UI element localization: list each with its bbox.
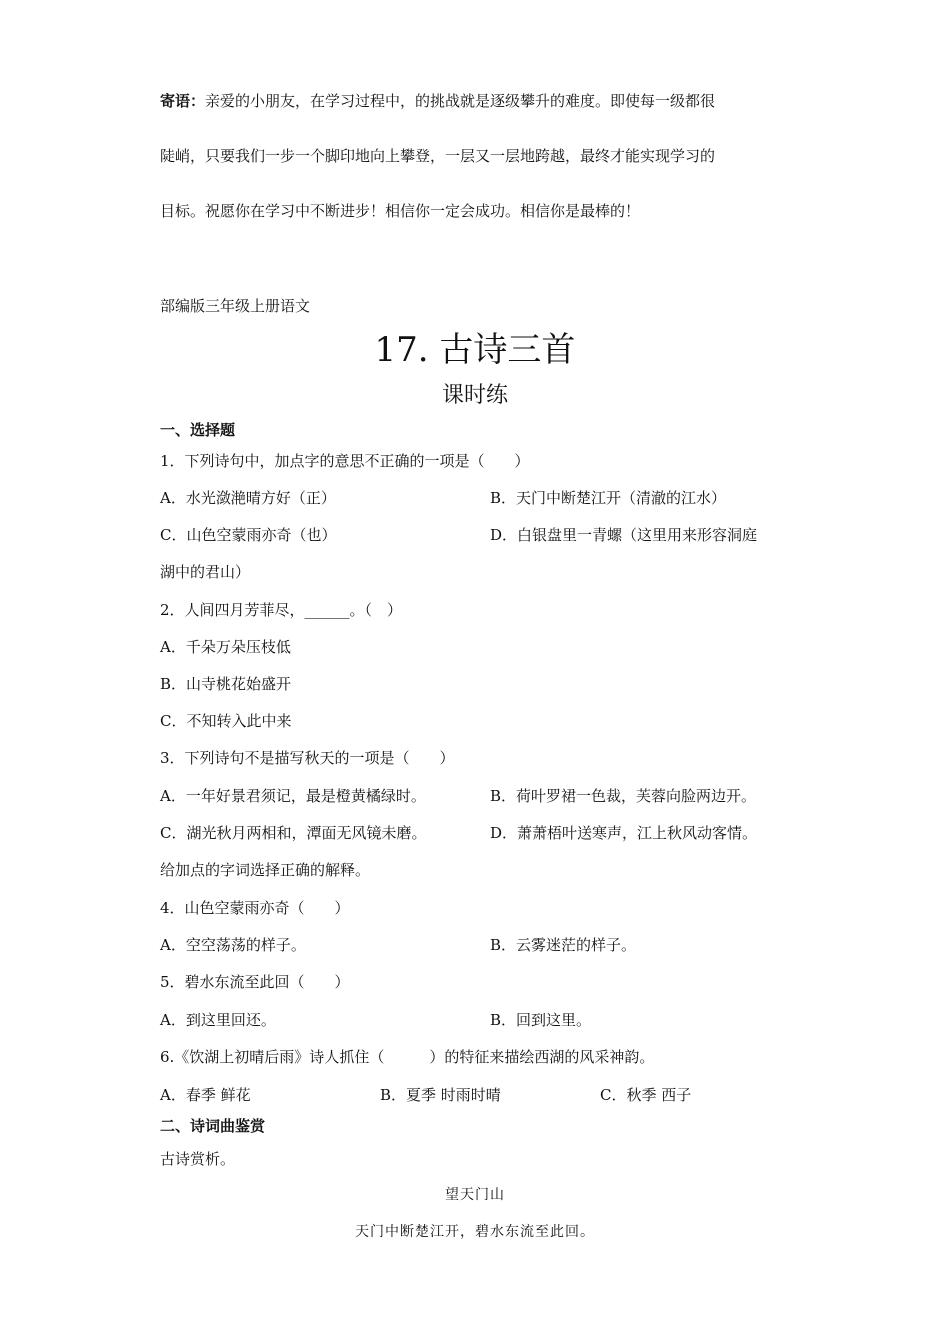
question-1-option-d: D．白银盘里一青螺（这里用来形容洞庭 <box>490 526 758 544</box>
question-1-option-d-continued: 湖中的君山） <box>160 563 251 581</box>
question-2-stem: 2．人间四月芳菲尽，______。（ ） <box>160 601 403 619</box>
question-6-stem: 6.《饮湖上初晴后雨》诗人抓住（ ）的特征来描绘西湖的风采神韵。 <box>160 1048 655 1066</box>
question-4-option-a: A．空空荡荡的样子。 <box>160 936 306 954</box>
question-5-option-a: A．到这里回还。 <box>160 1011 276 1029</box>
message-label: 寄语： <box>160 92 206 110</box>
page-title: 17. 古诗三首 <box>374 330 576 370</box>
poetry-instruction: 古诗赏析。 <box>160 1150 236 1168</box>
question-2-option-a: A．千朵万朵压枝低 <box>160 638 291 656</box>
question-6-option-b: B．夏季 时雨时晴 <box>380 1086 501 1104</box>
question-3-option-d: D．萧萧梧叶送寒声，江上秋风动客情。 <box>490 824 758 842</box>
question-5-stem: 5．碧水东流至此回（ ） <box>160 973 350 991</box>
question-1-option-c: C．山色空蒙雨亦奇（也） <box>160 526 337 544</box>
question-1-stem: 1．下列诗句中，加点字的意思不正确的一项是（ ） <box>160 452 530 470</box>
poem-title: 望天门山 <box>445 1187 505 1203</box>
page-subtitle: 课时练 <box>441 383 508 408</box>
question-2-option-c: C．不知转入此中来 <box>160 712 292 730</box>
question-5-option-b: B．回到这里。 <box>490 1011 592 1029</box>
instruction-text: 给加点的字词选择正确的解释。 <box>160 861 371 879</box>
message-line-2: 陡峭，只要我们一步一个脚印地向上攀登，一层又一层地跨越，最终才能实现学习的 <box>160 147 716 165</box>
question-4-stem: 4．山色空蒙雨亦奇（ ） <box>160 899 350 917</box>
question-1-option-b: B．天门中断楚江开（清澈的江水） <box>490 489 727 507</box>
section-heading-choice: 一、选择题 <box>160 421 236 439</box>
question-3-option-a: A．一年好景君须记，最是橙黄橘绿时。 <box>160 787 426 805</box>
question-3-stem: 3．下列诗句不是描写秋天的一项是（ ） <box>160 749 455 767</box>
question-2-option-b: B．山寺桃花始盛开 <box>160 675 292 693</box>
question-6-option-c: C．秋季 西子 <box>600 1086 692 1104</box>
poem-line-1: 天门中断楚江开，碧水东流至此回。 <box>355 1224 595 1240</box>
message-line-3: 目标。祝愿你在学习中不断进步！相信你一定会成功。相信你是最棒的！ <box>160 202 641 220</box>
edition-label: 部编版三年级上册语文 <box>160 297 311 315</box>
question-1-option-a: A．水光潋滟晴方好（正） <box>160 489 336 507</box>
message-text-1: 亲爱的小朋友，在学习过程中，的挑战就是逐级攀升的难度。即使每一级都很 <box>205 92 716 110</box>
section-heading-poetry: 二、诗词曲鉴赏 <box>160 1117 266 1135</box>
question-6-option-a: A．春季 鲜花 <box>160 1086 251 1104</box>
question-4-option-b: B．云雾迷茫的样子。 <box>490 936 637 954</box>
question-3-option-c: C．湖光秋月两相和，潭面无风镜未磨。 <box>160 824 427 842</box>
question-3-option-b: B．荷叶罗裙一色裁，芙蓉向脸两边开。 <box>490 787 757 805</box>
message-line-1 <box>160 90 715 111</box>
